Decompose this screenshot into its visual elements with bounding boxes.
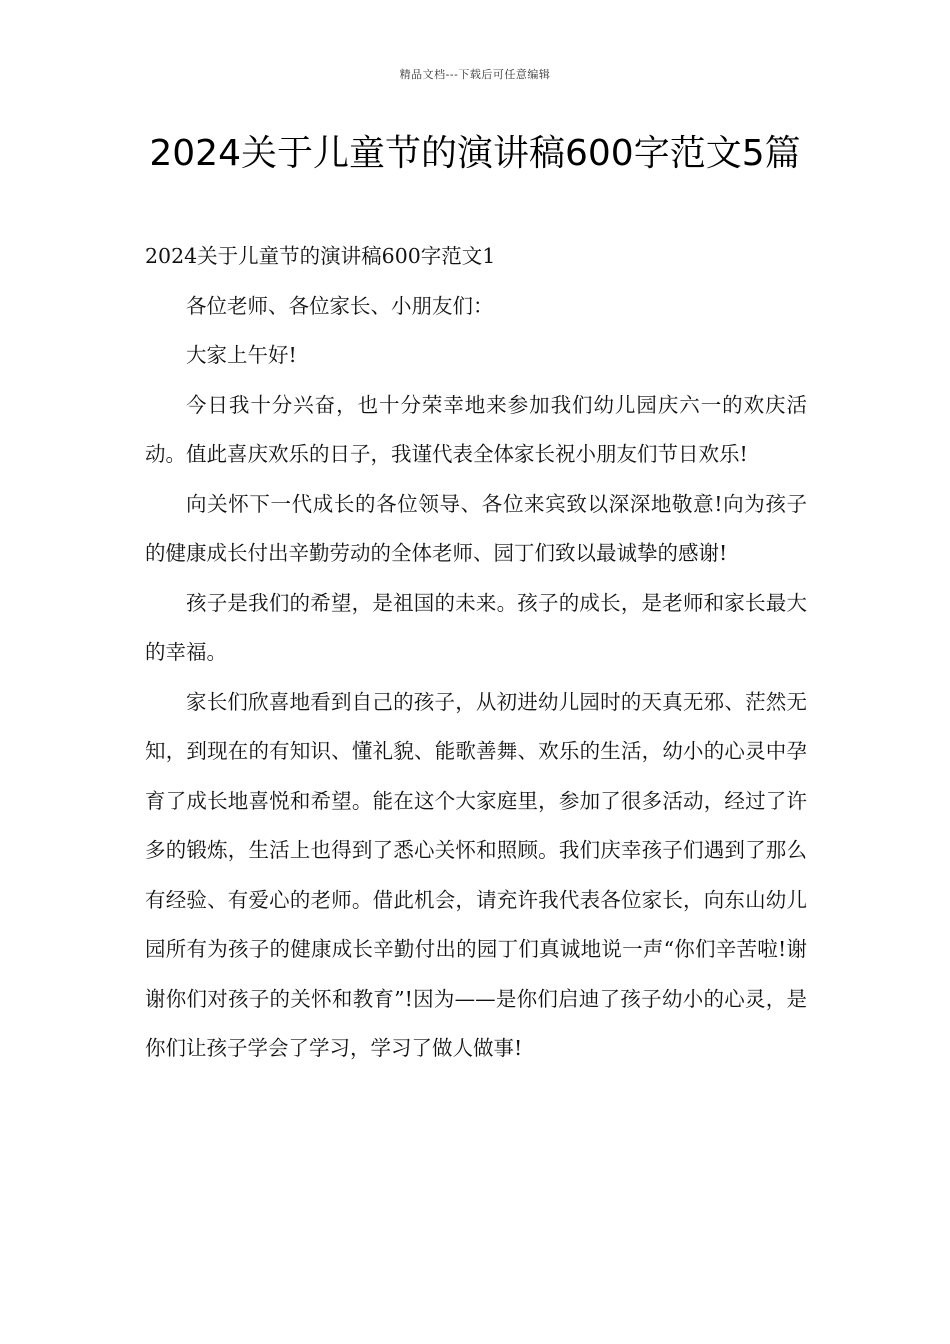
paragraph-3: 孩子是我们的希望，是祖国的未来。孩子的成长，是老师和家长最大的幸福。 [145,590,807,664]
paragraph-greeting: 各位老师、各位家长、小朋友们： [186,293,494,318]
paragraph-salutation: 大家上午好! [186,343,297,367]
paragraph-2: 向关怀下一代成长的各位领导、各位来宾致以深深地敬意!向为孩子的健康成长付出辛勤劳动的全体老师、园丁们致以最诚挚的感谢! [145,491,807,565]
paragraph-4: 家长们欣喜地看到自己的孩子，从初进幼儿园时的天真无邪、茫然无知，到现在的有知识、懂礼貌、能歌善舞、欢乐的生活，幼小的心灵中孕育了成长地喜悦和希望。能在这个大家庭里，参加了很多活动，经过了许多的锻炼，生活上也得到了悉心关怀和照顾。我们庆幸孩子们遇到了那么有经验、有爱心的老师。借此机会，请充许我代表各位家长，向东山幼儿园所有为孩子的健康成长辛勤付出的园丁们真诚地说一声“你们辛苦啦!谢谢你们对孩子的关怀和教育”!因为——是你们启迪了孩子幼小的心灵，是你们让孩子学会了学习，学习了做人做事! [145,689,807,1060]
header-note: 精品文档---下载后可任意编辑 [399,68,551,81]
section-subtitle: 2024关于儿童节的演讲稿600字范文1 [145,244,496,268]
paragraph-1: 今日我十分兴奋，也十分荣幸地来参加我们幼儿园庆六一的欢庆活动。值此喜庆欢乐的日子，我谨代表全体家长祝小朋友们节日欢乐! [145,392,807,466]
document-title: 2024关于儿童节的演讲稿600字范文5篇 [149,133,801,174]
document-body [145,232,807,1074]
